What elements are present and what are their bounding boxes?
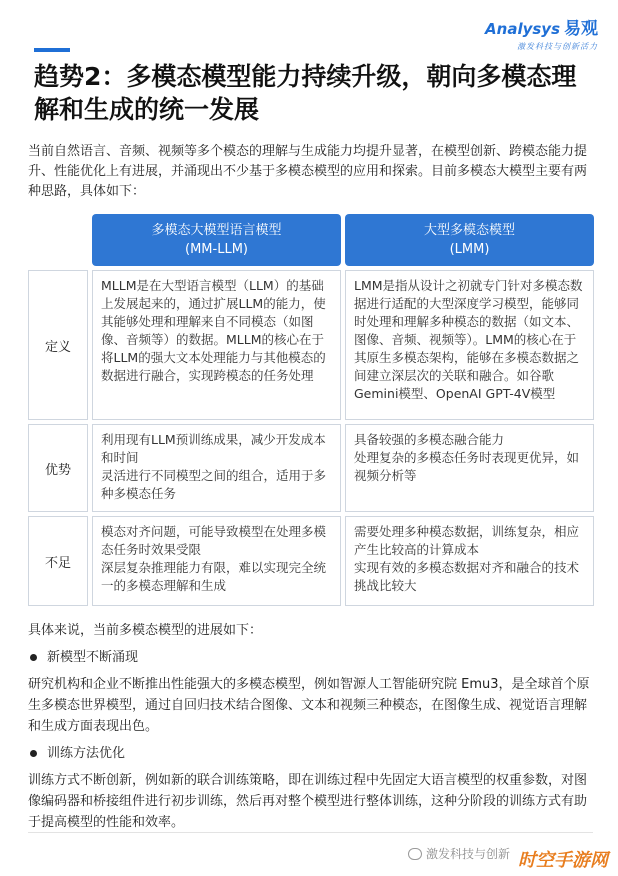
table-row-disadvantages [28,516,594,606]
bullet-heading [28,647,593,668]
row-label: 优势 [28,424,88,512]
table-cell [345,270,594,420]
table-cell [92,270,341,420]
table-cell [92,516,341,606]
table-header-row [28,214,594,266]
progress-section [28,620,593,833]
cell-text: 模态对齐问题，可能导致模型在处理多模态任务时效果受限 [101,524,327,557]
table-cell [345,424,594,512]
column-header-mm-llm [92,214,341,266]
cell-text: LMM是指从设计之初就专门针对多模态数据进行适配的大型深度学习模型，能够同时处理和理解多种模态的数据（如文本、图像、音频、视频等）。LMM的核心在于其原生多模态架构，能够在多模态数据之间建立深层次的关联和融合。如谷歌Gemini模型、OpenAI GPT-4V模型 [354,278,583,401]
row-label: 不足 [28,516,88,606]
column-header-name: 大型多模态模型 [423,223,515,238]
cell-text: 需要处理多种模态数据，训练复杂，相应产生比较高的计算成本 [354,524,580,557]
row-label: 定义 [28,270,88,420]
cell-text: MLLM是在大型语言模型（LLM）的基础上发展起来的，通过扩展LLM的能力，使其能够处理和理解来自不同模态（如图像、音频等）的数据。MLLM的核心在于将LLM的强大文本处理能力与其他模态的数据进行融合，实现跨模态的任务处理 [101,278,326,383]
cell-text: 具备较强的多模态融合能力 [354,432,505,447]
comparison-table [28,214,594,606]
bullet-dot-icon [30,654,37,661]
column-header-name: 多模态大模型语言模型 [151,223,282,238]
wechat-icon [408,848,422,860]
footer-wechat [408,845,510,862]
section-paragraph: 训练方式不断创新，例如新的联合训练策略，即在训练过程中先固定大语言模型的权重参数，对图像编码器和桥接组件进行初步训练，然后再对整个模型进行整体训练，这种分阶段的训练方式有助于提高模型的性能和效率。 [28,773,588,830]
footer-wechat-text: 激发科技与创新 [426,847,511,861]
cell-text: 利用现有LLM预训练成果，减少开发成本和时间 [101,432,326,465]
table-cell [345,516,594,606]
table-row-definition [28,270,594,420]
column-header-abbr: (LMM) [449,242,490,257]
cell-text: 处理复杂的多模态任务时表现更优异，如视频分析等 [354,450,580,483]
brand-name-en: Analysys [485,20,560,38]
brand-name-cn: 易观 [564,19,598,39]
bullet-dot-icon [30,750,37,757]
cell-text: 灵活进行不同模型之间的组合，适用于多种多模态任务 [101,468,327,501]
bullet-heading-text: 训练方法优化 [47,746,126,761]
table-row-advantages [28,424,594,512]
table-cell [92,424,341,512]
page-title: 趋势2：多模态模型能力持续升级，朝向多模态理解和生成的统一发展 [34,62,577,124]
footer-divider [28,832,593,833]
brand-slogan: 激发科技与创新活力 [517,42,598,51]
cell-text: 实现有效的多模态数据对齐和融合的技术挑战比较大 [354,560,580,593]
column-header-abbr: (MM-LLM) [185,242,248,257]
section-paragraph: 研究机构和企业不断推出性能强大的多模态模型，例如智源人工智能研究院 Emu3，是全球首个原生多模态世界模型，通过自回归技术结合图像、文本和视频三种模态，在图像生成、视觉语言理解和生成方面表现出色。 [28,677,590,734]
brand-logo [485,14,598,52]
site-watermark: 时空手游网 [518,850,608,871]
cell-text: 深层复杂推理能力有限，难以实现完全统一的多模态理解和生成 [101,560,327,593]
intro-paragraph: 当前自然语言、音频、视频等多个模态的理解与生成能力均提升显著，在模型创新、跨模态能力提升、性能优化上有进展，并涌现出不少基于多模态模型的应用和探索。目前多模态大模型主要有两种思路，具体如下： [28,144,588,199]
bullet-heading-text: 新模型不断涌现 [47,650,139,665]
section-lead: 具体来说，当前多模态模型的进展如下： [28,623,263,638]
bullet-heading [28,743,593,764]
title-accent-bar [34,48,70,52]
column-header-lmm [345,214,594,266]
